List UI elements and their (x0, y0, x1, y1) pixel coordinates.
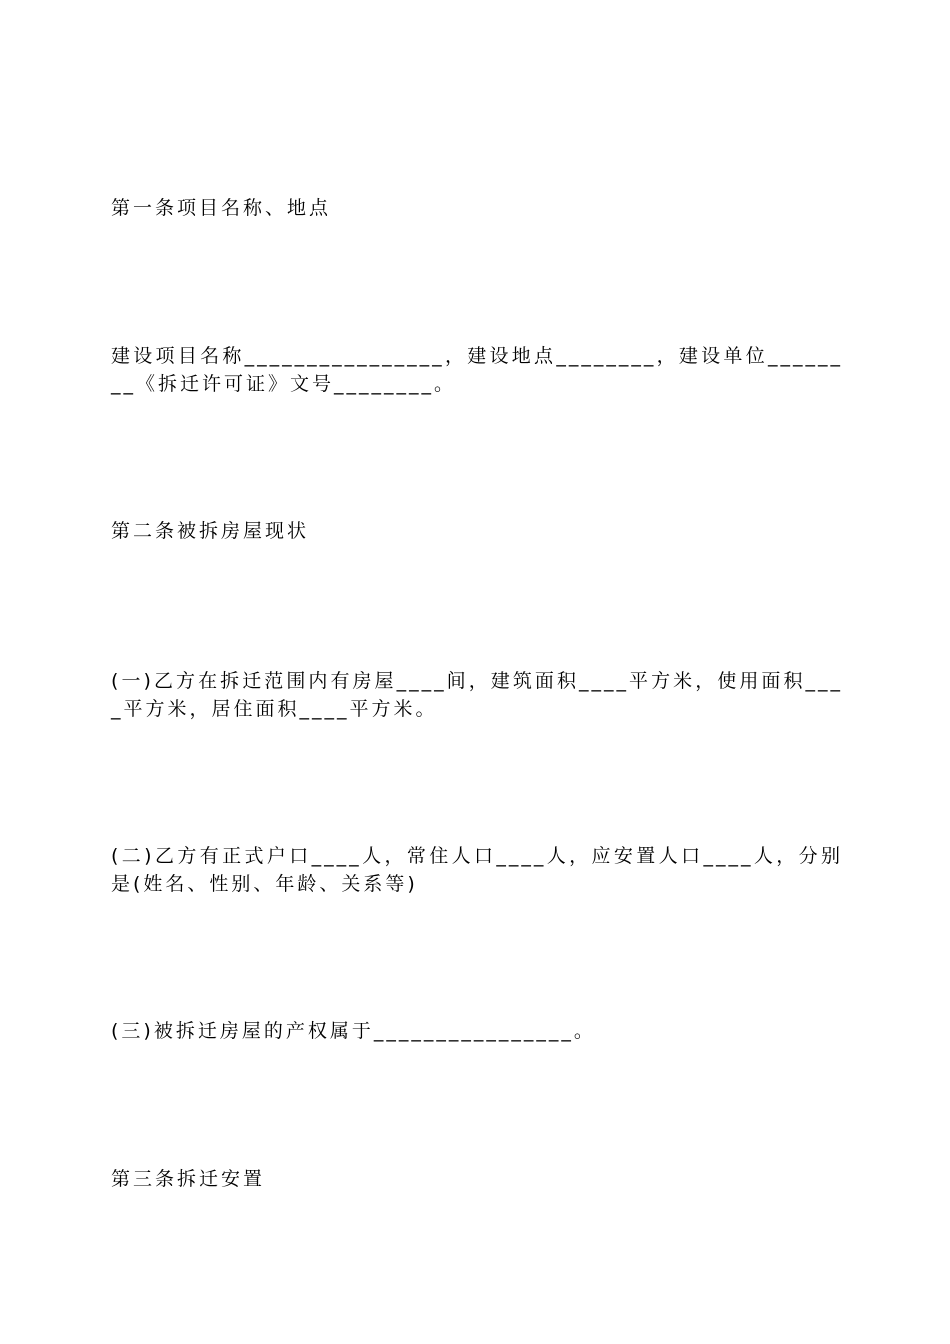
article-2-heading: 第二条被拆房屋现状 (111, 520, 310, 542)
article-1-heading: 第一条项目名称、地点 (111, 197, 332, 219)
article-3-heading: 第三条拆迁安置 (111, 1168, 266, 1190)
article-1-body: 建设项目名称________________，建设地点________，建设单位________《拆迁许可证》文号________。 (111, 345, 843, 395)
article-2-item-2: (二)乙方有正式户口____人，常住人口____人，应安置人口____人，分别是(姓名、性别、年龄、关系等) (111, 845, 843, 895)
article-2-item-1: (一)乙方在拆迁范围内有房屋____间，建筑面积____平方米，使用面积____平方米，居住面积____平方米。 (111, 670, 843, 720)
article-2-item-3: (三)被拆迁房屋的产权属于________________。 (111, 1020, 596, 1042)
